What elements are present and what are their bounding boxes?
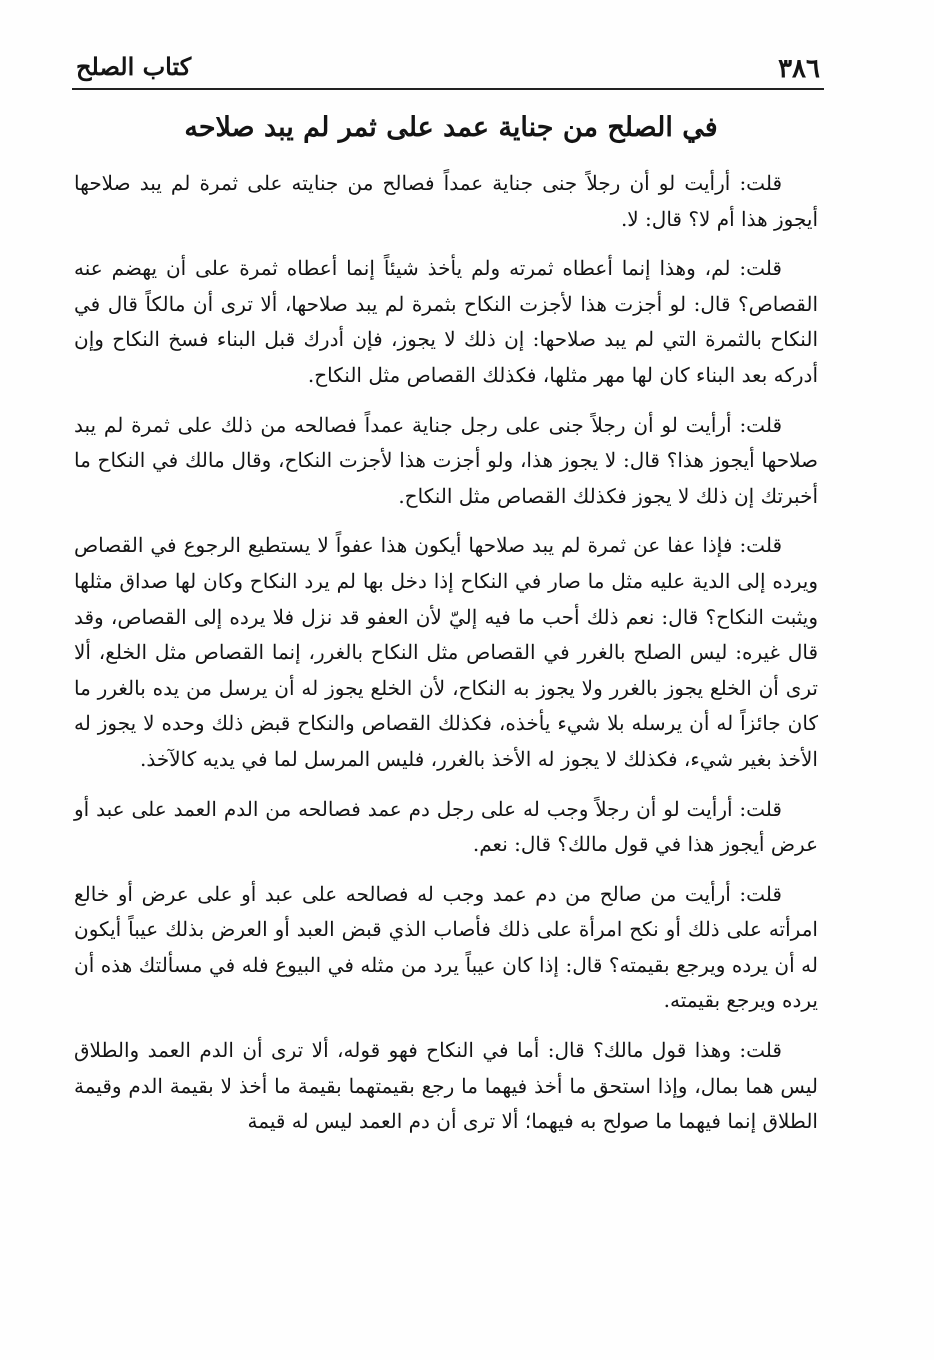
paragraph: قلت: وهذا قول مالك؟ قال: أما في النكاح فهو قوله، ألا ترى أن الدم العمد والطلاق ليس هما بمال، وإذا استحق ما أخذ فيهما ما رجع بقيمتهما بقيمة ما أخذ لا بقيمة الدم وقيمة الطلاق إنما فيهما ما صولح به فيهما؛ ألا ترى أن دم العمد ليس له قيمة [74,1038,818,1134]
body-text [74,166,818,1154]
chapter-title: في الصلح من جناية عمد على ثمر لم يبد صلاحه [184,112,718,143]
paragraph: قلت: أرأيت لو أن رجلاً جنى جناية عمداً فصالح من جنايته على ثمرة لم يبد صلاحها أيجوز هذا أم لا؟ قال: لا. [74,171,818,231]
page-number: ٣٨٦ [778,54,820,84]
paragraph: قلت: أرأيت لو أن رجلاً وجب له على رجل دم عمد فصالحه من الدم العمد على عبد أو عرض أيجوز هذا في قول مالك؟ قال: نعم. [74,796,818,857]
book-title: كتاب الصلح [76,52,192,81]
paragraph: قلت: أرأيت لو أن رجلاً جنى على رجل جناية عمداً فصالحه من ذلك على ثمرة لم يبد صلاحها أيجوز هذا؟ قال: لا يجوز هذا، ولو أجزت هذا لأجزت النكاح، وقال مالك في النكاح ما أخبرتك إن ذلك لا يجوز فكذلك القصاص مثل النكاح. [74,412,818,508]
paragraph: قلت: أرأيت من صالح من دم عمد وجب له فصالحه على عبد أو على عرض أو خالع امرأته على ذلك أو نكح امرأة على ذلك فأصاب الذي قبض العبد أو العرض بذلك عيباً أيكون له أن يرده ويرجع بقيمته؟ قال: إذا كان عيباً يرد من مثله في البيوع فله في مسألتك هذه أن يرده ويرجع بقيمته. [74,881,818,1013]
paragraph: قلت: لم، وهذا إنما أعطاه ثمرته ولم يأخذ شيئاً إنما أعطاه ثمرة على أن يهضم عنه القصاص؟ قال: لو أجزت هذا لأجزت النكاح بثمرة لم يبد صلاحها، ألا ترى أن مالكاً قال في النكاح بالثمرة التي لم يبد صلاحها: إن ذلك لا يجوز، فإن أدرك قبل البناء فسخ النكاح وإن أدركه بعد البناء كان لها مهر مثلها، فكذلك القصاص مثل النكاح. [74,256,818,387]
running-header [72,46,824,90]
paragraph: قلت: فإذا عفا عن ثمرة لم يبد صلاحها أيكون هذا عفواً لا يستطيع الرجوع في القصاص ويرده إلى الدية عليه مثل ما صار في النكاح إذا دخل بها لم يرد النكاح وكان لها صداق مثلها ويثبت النكاح؟ قال: نعم ذلك أحب ما فيه إليّ لأن العفو قد نزل فلا يرده إلى القصاص، وقد قال غيره: ليس الصلح بالغرر في القصاص مثل النكاح بالغرر، إنما القصاص مثل الخلع، ألا ترى أن الخلع يجوز بالغرر ولا يجوز به النكاح، لأن الخلع يجوز له أن يرسل من يده بالغرر ما كان جائزاً له أن يرسله بلا شيء يأخذه، فكذلك القصاص والنكاح قبض ذلك وحده لا يجوز له الأخذ بغير شيء، فكذلك لا يجوز له الأخذ بالغرر، فليس المرسل لما في يديه كالآخذ. [74,533,819,771]
